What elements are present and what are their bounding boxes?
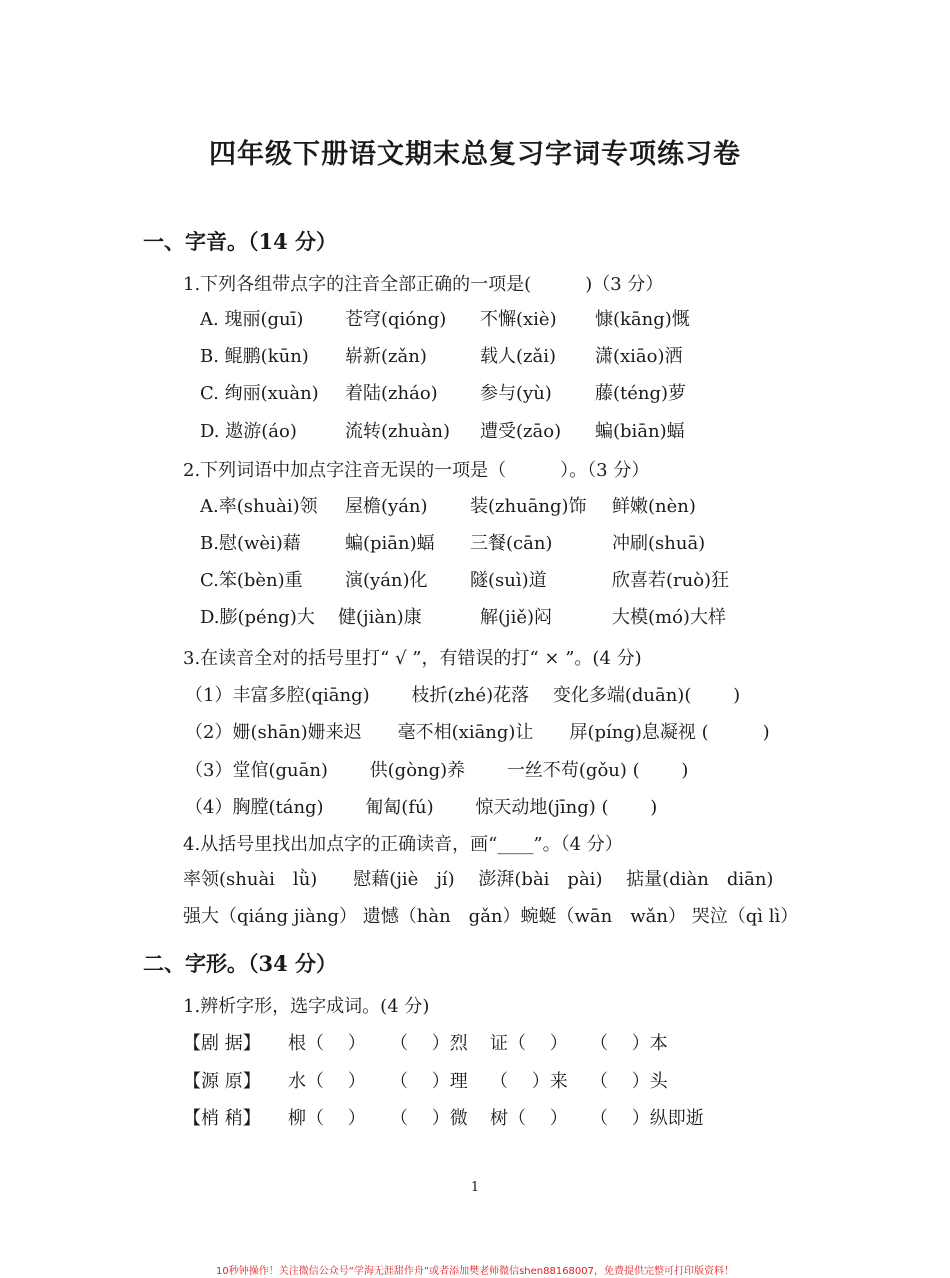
page-number: 1 xyxy=(470,1180,480,1195)
option-item: B. 鲲鹏(kūn) xyxy=(200,346,309,367)
glyph-pair: 【源 原】 xyxy=(183,1071,261,1092)
blank-word: 根（ ） xyxy=(288,1033,366,1054)
option-item: 演(yán)化 xyxy=(345,570,428,591)
option-item: D.膨(péng)大 xyxy=(200,607,315,628)
question-3-row: （1）丰富多腔(qiāng) 枝折(zhé)花落 变化多端(duān)( ) xyxy=(185,685,741,706)
blank-word: （ ）头 xyxy=(590,1071,668,1092)
option-item: 欣喜若(ruò)狂 xyxy=(612,570,730,591)
option-item: 装(zhuāng)饰 xyxy=(470,496,587,517)
blank-word: （ ）微 xyxy=(390,1108,468,1129)
blank-word: 树（ ） xyxy=(490,1108,568,1129)
option-item: 着陆(zháo) xyxy=(345,383,438,404)
question-4-row: 率领(shuài lǜ) 慰藉(jiè jí) 澎湃(bài pài) 掂量(diàn diān) xyxy=(183,869,774,890)
section2-question-1-stem: 1.辨析字形，选字成词。(4 分) xyxy=(183,996,430,1017)
option-item: 三餐(cān) xyxy=(470,533,553,554)
blank-word: （ ）烈 xyxy=(390,1033,468,1054)
blank-word: 水（ ） xyxy=(288,1071,366,1092)
blank-word: 柳（ ） xyxy=(288,1108,366,1129)
question-3-stem: 3.在读音全对的括号里打“ √ ”，有错误的打“ × ”。(4 分) xyxy=(183,648,642,669)
option-item: 流转(zhuàn) xyxy=(345,421,451,442)
option-item: 蝙(piān)蝠 xyxy=(345,533,435,554)
option-item: 冲刷(shuā) xyxy=(612,533,706,554)
option-item: A.率(shuài)领 xyxy=(200,496,318,517)
question-3-row: （2）姗(shān)姗来迟 毫不相(xiāng)让 屏(píng)息凝视 ( ) xyxy=(185,722,770,743)
option-item: 藤(téng)萝 xyxy=(595,383,687,404)
question-3-row: （4）胸膛(táng) 匍匐(fú) 惊天动地(jīng) ( ) xyxy=(185,797,658,818)
option-item: 潇(xiāo)洒 xyxy=(595,346,683,367)
blank-word: （ ）理 xyxy=(390,1071,468,1092)
option-item: 载人(zǎi) xyxy=(480,346,557,367)
blank-word: （ ）来 xyxy=(490,1071,568,1092)
glyph-pair: 【梢 稍】 xyxy=(183,1108,261,1129)
blank-word: （ ）纵即逝 xyxy=(590,1108,704,1129)
glyph-pair: 【剧 据】 xyxy=(183,1033,261,1054)
blank-word: （ ）本 xyxy=(590,1033,668,1054)
option-item: C. 绚丽(xuàn) xyxy=(200,383,319,404)
option-item: 遭受(zāo) xyxy=(480,421,562,442)
question-2-stem: 2.下列词语中加点字注音无误的一项是（ ）。（3 分） xyxy=(183,460,650,481)
option-item: 蝙(biān)蝠 xyxy=(595,421,685,442)
question-3-row: （3）堂倌(guān) 供(gòng)养 一丝不苟(gǒu) ( ) xyxy=(185,760,689,781)
section-heading-glyph: 二、字形。（34 分） xyxy=(143,951,338,976)
option-item: 屋檐(yán) xyxy=(345,496,428,517)
question-1-stem: 1.下列各组带点字的注音全部正确的一项是( )（3 分） xyxy=(183,274,664,295)
option-item: 参与(yù) xyxy=(480,383,552,404)
option-item: 隧(suì)道 xyxy=(470,570,547,591)
page-title: 四年级下册语文期末总复习字词专项练习卷 xyxy=(209,139,741,170)
option-item: 大模(mó)大样 xyxy=(612,607,726,628)
option-item: 崭新(zǎn) xyxy=(345,346,427,367)
option-item: 解(jiě)闷 xyxy=(480,607,553,628)
question-4-stem: 4.从括号里找出加点字的正确读音，画“____”。（4 分） xyxy=(183,834,623,855)
option-item: 不懈(xiè) xyxy=(480,309,557,330)
option-item: D. 遨游(áo) xyxy=(200,421,297,442)
question-4-row: 强大（qiáng jiàng） 遗憾（hàn gǎn）蜿蜒（wān wǎn） 哭泣（qì lì） xyxy=(183,906,799,927)
option-item: 慷(kāng)慨 xyxy=(595,309,690,330)
option-item: C.笨(bèn)重 xyxy=(200,570,303,591)
option-item: B.慰(wèi)藉 xyxy=(200,533,301,554)
option-item: A. 瑰丽(guī) xyxy=(200,309,304,330)
footer-notice: 10秒钟操作！关注微信公众号“学海无涯甜作舟”或者添加樊老师微信shen88168007，免费提供完整可打印版资料！ xyxy=(215,1266,735,1277)
option-item: 苍穹(qióng) xyxy=(345,309,447,330)
option-item: 鲜嫩(nèn) xyxy=(612,496,696,517)
section-heading-pronunciation: 一、字音。（14 分） xyxy=(143,229,338,254)
blank-word: 证（ ） xyxy=(490,1033,568,1054)
option-item: 健(jiàn)康 xyxy=(338,607,422,628)
